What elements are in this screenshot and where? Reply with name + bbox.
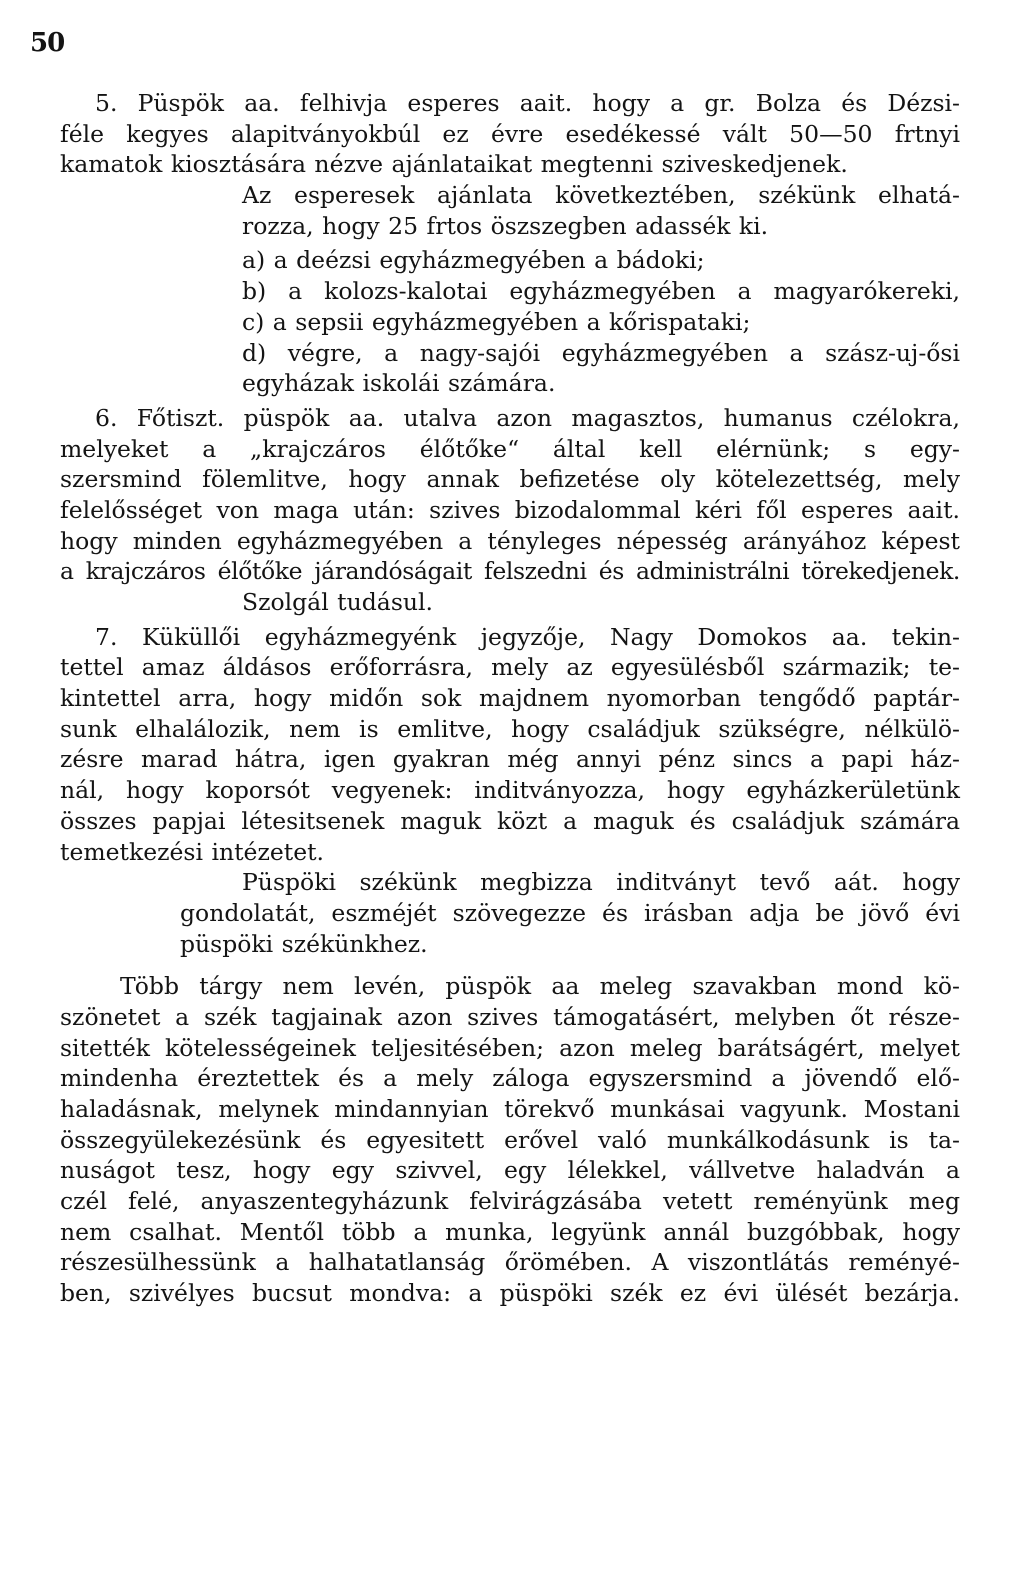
page-body: [60, 88, 960, 1309]
closing-line: összegyülekezésünk és egyesitett erővel való munkálkodásunk is ta-: [60, 1125, 960, 1154]
section-5-line: kamatok kiosztására nézve ajánlataikat megtenni sziveskedjenek.: [60, 150, 848, 179]
section-7-decision-line: gondolatát, eszméjét szövegezze és irásban adja be jövő évi: [180, 898, 960, 927]
section-6-line: felelősséget von maga után: szives bizodalommal kéri fől esperes aait.: [60, 495, 960, 524]
closing-line: nuságot tesz, hogy egy szivvel, egy lélekkel, vállvetve haladván a: [60, 1156, 960, 1185]
section-6-line: szersmind fölemlitve, hogy annak befizetése oly kötelezettség, mely: [60, 465, 960, 494]
section-7-line: összes papjai létesitsenek maguk közt a maguk és családjuk számára: [60, 806, 960, 835]
section-6-closing: Szolgál tudásul.: [242, 588, 433, 616]
list-item: b) a kolozs-kalotai egyházmegyében a magyarókereki,: [242, 277, 960, 306]
section-6-line: 6. Főtiszt. püspök aa. utalva azon magasztos, humanus czélokra,: [95, 403, 960, 432]
section-5: [60, 88, 960, 399]
closing-line: részesülhessünk a halhatatlanság őrömében. A viszontlátás reményé-: [60, 1248, 960, 1277]
section-5-decision-line: Az esperesek ajánlata következtében, székünk elhatá-: [242, 181, 960, 210]
section-6-line: hogy minden egyházmegyében a tényleges népesség arányához képest: [60, 526, 960, 555]
list-item: c) a sepsii egyházmegyében a kőrispataki;: [242, 307, 751, 336]
section-7-line: 7. Küküllői egyházmegyénk jegyzője, Nagy Domokos aa. tekin-: [95, 622, 960, 651]
section-5-line: 5. Püspök aa. felhivja esperes aait. hogy a gr. Bolza és Dézsi-: [95, 89, 960, 117]
closing-line: mindenha éreztettek és a mely záloga egyszersmind a jövendő elő-: [60, 1064, 960, 1093]
section-7-line: zésre marad hátra, igen gyakran még annyi pénz sincs a papi ház-: [60, 745, 960, 774]
section-7-line: nál, hogy koporsót vegyenek: inditványozza, hogy egyházkerületünk: [60, 776, 960, 805]
closing-line: czél felé, anyaszentegyházunk felvirágzásába vetett reményünk meg: [60, 1187, 960, 1216]
closing-line: nem csalhat. Mentől több a munka, legyünk annál buzgóbbak, hogy: [60, 1217, 960, 1246]
section-6-line: melyeket a „krajczáros élőtőke“ által kell elérnünk; s egy-: [60, 434, 960, 463]
closing-paragraph: [60, 971, 960, 1309]
section-5-line: féle kegyes alapitványokbúl ez évre esedékessé vált 50—50 frtnyi: [60, 119, 960, 148]
section-7: [60, 622, 960, 960]
closing-line: haladásnak, melynek mindannyian törekvő munkásai vagyunk. Mostani: [60, 1095, 960, 1123]
section-7-decision-line: Püspöki székünk megbizza inditványt tevő aát. hogy: [242, 868, 960, 897]
list-item: d) végre, a nagy-sajói egyházmegyében a szász-uj-ősi: [242, 338, 960, 367]
section-6: [60, 403, 960, 618]
closing-line: ben, szivélyes bucsut mondva: a püspöki szék ez évi ülését bezárja.: [60, 1279, 960, 1308]
section-7-line: sunk elhalálozik, nem is emlitve, hogy családjuk szükségre, nélkülö-: [60, 714, 960, 743]
list-item-continuation: egyházak iskolái számára.: [242, 369, 556, 398]
list-item: a) a deézsi egyházmegyében a bádoki;: [242, 246, 705, 275]
section-5-decision-line: rozza, hogy 25 frtos öszszegben adassék ki.: [242, 211, 769, 240]
section-7-line: temetkezési intézetet.: [60, 837, 325, 866]
section-7-line: kintettel arra, hogy midőn sok majdnem nyomorban tengődő paptár-: [60, 684, 960, 713]
section-6-line: a krajczáros élőtőke járandóságait felszedni és administrálni törekedjenek.: [60, 557, 960, 586]
section-7-line: tettel amaz áldásos erőforrásra, mely az egyesülésből származik; te-: [60, 653, 960, 682]
closing-line: Több tárgy nem levén, püspök aa meleg szavakban mond kö-: [120, 972, 960, 1001]
section-7-decision-line: püspöki székünkhez.: [180, 929, 428, 958]
closing-line: szönetet a szék tagjainak azon szives támogatásért, melyben őt része-: [60, 1002, 960, 1031]
closing-line: sitették kötelességeinek teljesitésében; azon meleg barátságért, melyet: [60, 1033, 960, 1062]
page-number: 50: [30, 28, 65, 58]
